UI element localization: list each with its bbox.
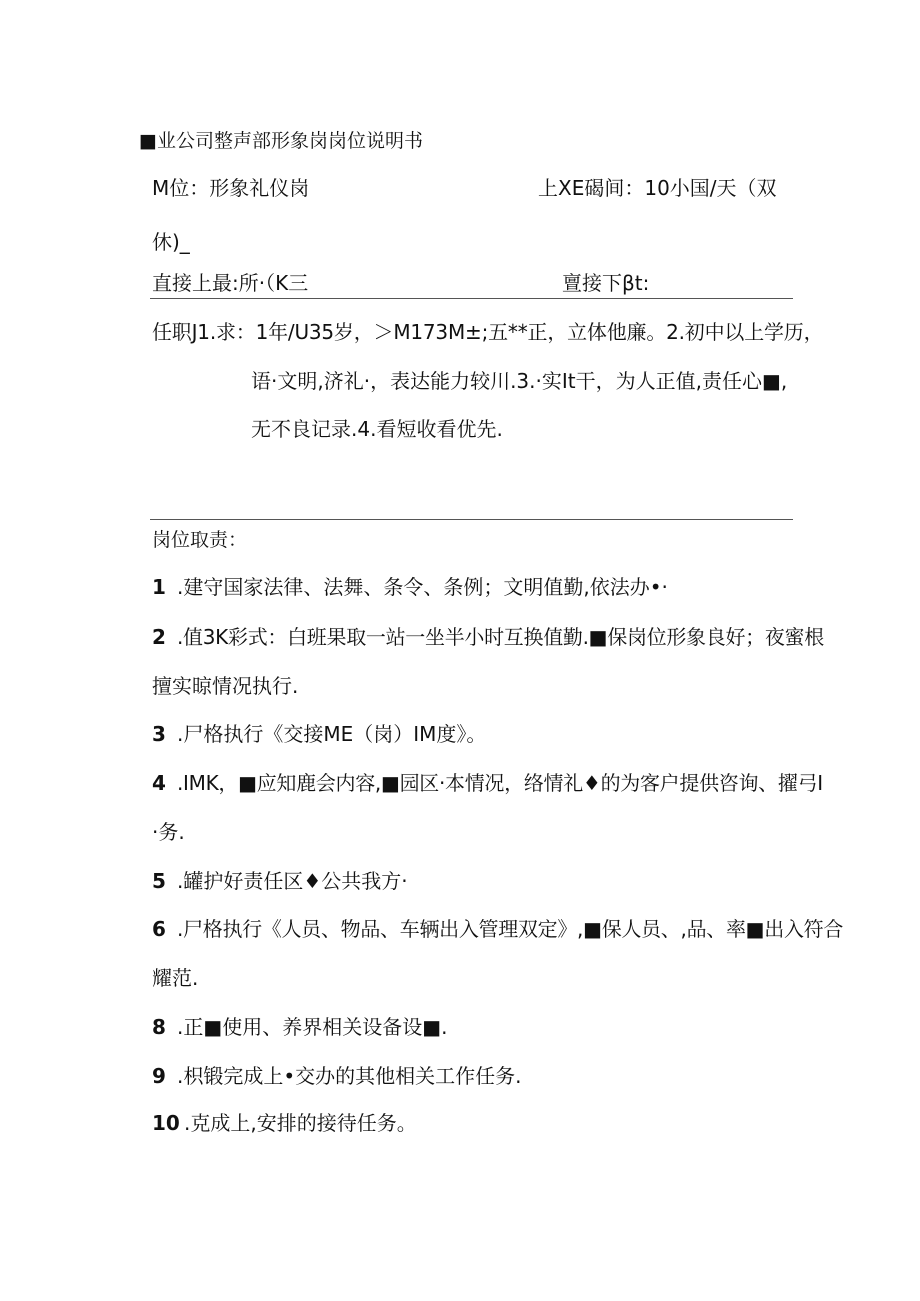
requirements-line-3: 无不良记录.4.看短收看优先. (251, 417, 503, 441)
duty-text: .IMK，■应知鹿会内容,■园区·本情况，络情礼♦的为客户提供咨询、擢弓I (177, 771, 823, 795)
work-time-value: 10小国/天（双 (644, 176, 777, 200)
duty-text: .建守国家法律、法舞、条令、条例；文明值勤,依法办•· (177, 575, 668, 599)
duty-item-4 (152, 773, 823, 793)
duty-item-10 (152, 1113, 417, 1133)
duty-item-8 (152, 1017, 448, 1037)
duty-number: 1 (152, 575, 166, 599)
duty-text: .枳锻完成上•交办的其他相关工作任务. (177, 1064, 522, 1088)
requirements-line-2: 语·文明,济礼·，表达能力较川.3.·实It干，为人正值,责任心■, (251, 369, 788, 393)
duty-text: .罐护好责任区♦公共我方· (177, 869, 408, 893)
position-field: M位：形象礼仪岗 (152, 176, 310, 200)
work-time-continuation: 休)_ (152, 230, 190, 254)
duty-number: 5 (152, 869, 166, 893)
duty-item-2-continuation: 擅实晾情况执行. (152, 674, 299, 698)
divider-top (150, 298, 793, 299)
duty-item-5 (152, 871, 408, 891)
duty-item-6-continuation: 耀范. (152, 966, 199, 990)
duty-text: .值3K彩式：白班果取一站一坐半小时互换值勤.■保岗位形象良好；夜蜜根 (177, 625, 824, 649)
work-time-label: 上XE碣间： (538, 176, 645, 200)
duty-text: .尸格执行《交接ME（岗）IM度》。 (177, 722, 487, 746)
duty-text: .克成上,安排的接待任务。 (184, 1111, 417, 1135)
duty-text: .尸格执行《人员、物品、车辆出入管理双定》,■保人员、,品、率■出入符合 (177, 917, 844, 941)
divider-middle (150, 519, 793, 520)
duty-number: 2 (152, 625, 166, 649)
document-title: ■业公司整声部形象岗岗位说明书 (139, 130, 423, 152)
duty-item-6 (152, 919, 843, 939)
duty-number: 9 (152, 1064, 166, 1088)
duty-number: 6 (152, 917, 166, 941)
direct-subordinate-field: 亶接下βt: (562, 271, 650, 295)
duty-number: 3 (152, 722, 166, 746)
duty-number: 8 (152, 1015, 166, 1039)
duty-item-3 (152, 724, 486, 744)
duty-text: .正■使用、养界相关设备设■. (177, 1015, 448, 1039)
duty-number: 10 (152, 1111, 180, 1135)
duty-item-4-continuation: ·务. (152, 820, 185, 844)
duty-item-2 (152, 627, 824, 647)
work-time-field (538, 178, 777, 198)
direct-superior-field: 直接上最:所·（K三 (152, 271, 309, 295)
duties-heading: 岗位取责： (152, 529, 248, 551)
requirements-line-1: 任职J1.求：1年/U35岁，＞M173M±;五**正，立体他廉。2.初中以上学历， (152, 320, 824, 344)
duty-number: 4 (152, 771, 166, 795)
duty-item-9 (152, 1066, 522, 1086)
duty-item-1 (152, 577, 668, 597)
